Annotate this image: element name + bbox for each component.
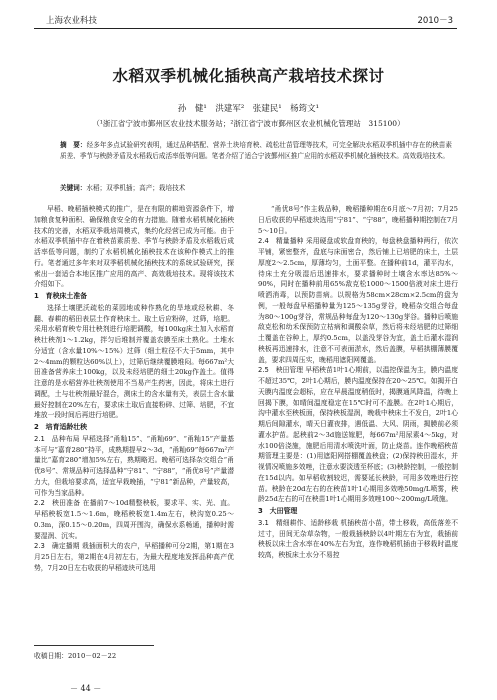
subheading-2-5: 2.5 秧田管理 [258, 366, 304, 375]
subheading-2-2: 2.2 秧田准备 [34, 499, 81, 508]
header-rule [34, 28, 457, 29]
received-date: 收稿日期：2010－02－22 [34, 645, 154, 660]
page-number: － 44 － [70, 684, 102, 693]
article-title: 水稻双季机械化插秧高产栽培技术探讨 [112, 67, 385, 85]
section-heading-3: 3 大田管理 [258, 507, 298, 515]
keywords-text: 水稻；双季机插；高产；栽培技术 [86, 184, 186, 192]
keywords-label: 关键词： [60, 184, 87, 192]
section-heading-2: 2 培育适龄壮秧 [34, 423, 88, 431]
subheading-2-4: 2.4 精量播种 [258, 237, 304, 246]
affiliation: （¹浙江省宁波市鄞州区农业技术服务站；²浙江省宁波市鄞州区农业机械化管理站 315100） [92, 119, 405, 128]
journal-name: 上海农业科技 [46, 16, 98, 26]
abstract-text: 经多年多点试验研究表明，通过品种搭配、营养土块培育秧、疏松壮苗管理等技术，可完全解决水稻双季机插中存在的秧苗素质差、季节与秧龄矛盾及水稻栽后成活率低等问题。笔者介绍了适合宁波鄞州区推广应用的水稻双季机械化插秧技术。高效栽培技术。 [60, 141, 453, 160]
abstract [60, 140, 452, 161]
right-column: “甬优8号”作主栽品种，晚稻播种期在6月底～7月初；7月25日后收获的早稻迹块选用“宁81”、“宁88”，晚稻播种期控制在7月5～10日。 2.4 精量播种 采用硬盘或软盘育秧的，每盘秧盘播种两行，依次平铺，紧密整齐，盘底与床面密合，然后铺上已培肥的床土，土层厚度2～2.5cm，厚薄均匀，土面平整。在播种前1d，灌平沟水，待床土充分吸湿后迅速排水，要求播种时土壤含水率达85%～90%，同时在播种前用65%敌克松1000～1500倍液对床土进行喷洒消毒，以预防苗病。以规格为58cm×28cm×2.5cm的盘为例，一般每盘早稻播种量为125～135g芽谷，晚稻杂交组合每盘为80～100g芽谷，常规品种每盘为120～130g芽谷。播种后喷施敌克松和幼禾保预防立枯病和调酸杂草，然后将未经培肥的过筛细土覆盖在谷种上，厚约0.5cm，以盖没芽谷为宜，盖土后灌水湿润秧板再迅速排水，注意不可表面淤水，然后盖膜，早稻拱棚薄膜覆盖，要求四周压实，晚稻用遮阳网覆盖。 2.5 秧田管理 早稻秧苗1叶1心期前，以温控保温为主，膜内温度不超过35℃，2叶1心期后，膜内温度保持在20～25℃。如揭开白天膜内温度会超标，应在早晨温度稍低时，揭膜通风降温，待晚上回揭下膜，如晴间温度稳定在15℃时可不盖膜。在2叶1心期后，沟中灌水至秧板面，保持秧板湿润，晚栽中秧床土不发白，2叶1心期后间隙灌水，晴天日灌夜排，遇低温、大风、阴雨，揭膜前必须灌水护苗。起秧前2～3d施送嫁肥，每667m²用尿素4～5kg，对水100倍浇施，施肥后用清水喷洗叶面，防止烧苗。连作晚稻秧苗期管理主要是：(1)用遮阳网搭棚覆盖秧盘；(2)保持秧田湿水，并视情况喷施多效唑，注意水要淡透至杯底；(3)秧龄控制，一般控制在15d以内。如早稻收割较迟，需要延长秧龄，可用多效唑进行控苗。秧龄在20d左右的在秧苗1叶1心期用多效唑50mg/L喷雾，秧龄25d左右的可在秧苗1叶1心期用多效唑100～200mg/L喷施。 3 大田管理 3.1 精细耕作、适龄移栽 机插秧苗小苗，带土移栽，高低落差不过寸，田间无杂草杂物，一般栽插秧龄以4叶期左右为宜，栽插前秧板以床土含水率在40%左右为宜，连作晚稻机插由于移栽时温度较高，秧板床土水分不易控 [258, 205, 458, 559]
subheading-2-1: 2.1 品种布局 [34, 434, 80, 443]
left-column: 早稻、晚稻插秧模式的推广，是在有限的耕地资源条件下，增加粮食复种面积、确保粮食安全的有力措施。随着水稻机械化插秧技术的完善，水稻双季栽培周模式，集约化经营已成为可能。由于水稻双季机插中存在着秧苗素质差、季节与秧龄矛盾及水稻栽后成活率低等问题，制约了水稻机械化插秧技术在该种作模式上的推行。笔者通过多年来对双季稻机械化插秧技术的系统试验研究，探索出一套适合本地区推广应用的高产、高效栽培技术。现将该技术介绍如下。 1 育秧床土准备 选择土壤肥沃疏松的菜园地或种作熟化的旱地或经秋耕、冬翻、春耕的稻田表层土作育秧床土。取土后应粉碎，过筛，培肥。采用水稻育秧专用壮秧剂进行培肥调酸，每100kg床土加入水稻育秧壮秧剂1～1.2kg，拌匀后堆制并覆盖农膜至床土熟化。土堆水分适宜（含水量10%～15%）过筛（细土粒径不大于5mm，其中2～4mm的颗粒达60%以上），过筛后继续覆膜堆闷。每667m²大田准备营养床土100kg，以及未经培肥的细土20kg作盖土。值得注意的是水稻营养壮秧剂使用不当易产生药害，因此，将床土进行调配，土与壮秧剂最好混合，测床土的含水量有关，表层土含水量最好控制在20%左右，要求床土取后直接粉碎、过筛、培肥，不宜堆放一段时间后再进行培肥。 2 培育适龄壮秧 2.1 品种布局 早稻选择“甬籼15”、“甬籼69”、“甬籼15”产量基本可与“嘉育280”持平，成熟期提早2～3d，“甬籼69”每667m²产量比“嘉育280”增加5%左右，熟期略迟。晚稻可选择杂交组合“甬优8号”、常规品种可选择晶种“宁81”、“宁88”，“甬优8号”产量潜力大，但栽培要求高，适宜早栽晚插，“宁81”新品种，产量较高，可作为当家品种。 2.2 秧田准备 在播前7～10d精整秧板，要求平、实、光、直。早稻秧板宽1.5～1.6m，晚稻秧板宽1.4m左右，秧沟宽0.25～0.3m，深0.15～0.20m，四周开围沟，确保水系畅通，播种时需要湿润、沉实。 2.3 确定播期 栽插面积大的农户，早稻播种可分2期，第1期在3月25日左右，第2期在4月初左右，为最大程度地发挥品种高产优势，7月20日左右收获的早稻迹块可选用 [34, 205, 234, 572]
subheading-2-3: 2.3 确定播期 [34, 542, 80, 551]
subheading-3-1: 3.1 精细耕作、适龄移栽 [258, 518, 339, 527]
keywords [60, 182, 452, 192]
section-heading-1: 1 育秧床土准备 [34, 292, 88, 300]
author-list: 孙 健¹ 洪建军² 张建民¹ 杨筠文¹ [177, 104, 320, 114]
running-header [34, 12, 457, 28]
paragraph: “甬优8号”作主栽品种，晚稻播种期在6月底～7月初；7月25日后收获的早稻迹块选用“宁81”、“宁88”，晚稻播种期控制在7月5～10日。 [258, 205, 458, 235]
issue-number: 2010－3 [417, 16, 453, 26]
paragraph: 选择土壤肥沃疏松的菜园地或种作熟化的旱地或经秋耕、冬翻、春耕的稻田表层土作育秧床土。取土后应粉碎，过筛，培肥。采用水稻育秧专用壮秧剂进行培肥调酸，每100kg床土加入水稻育秧壮秧剂1～1.2kg，拌匀后堆制并覆盖农膜至床土熟化。土堆水分适宜（含水量10%～15%）过筛（细土粒径不大于5mm，其中2～4mm的颗粒达60%以上），过筛后继续覆膜堆闷。每667m²大田准备营养床土100kg，以及未经培肥的细土20kg作盖土。值得注意的是水稻营养壮秧剂使用不当易产生药害，因此，将床土进行调配，土与壮秧剂最好混合，测床土的含水量有关，表层土含水量最好控制在20%左右，要求床土取后直接粉碎、过筛、培肥，不宜堆放一段时间后再进行培肥。 [34, 303, 234, 420]
abstract-label: 摘 要： [60, 141, 87, 149]
intro-paragraph: 早稻、晚稻插秧模式的推广，是在有限的耕地资源条件下，增加粮食复种面积、确保粮食安全的有力措施。随着水稻机械化插秧技术的完善，水稻双季栽培周模式，集约化经营已成为可能。由于水稻双季机插中存在着秧苗素质差、季节与秧龄矛盾及水稻栽后成活率低等问题，制约了水稻机械化插秧技术在该种作模式上的推行。笔者通过多年来对双季稻机械化插秧技术的系统试验研究，探索出一套适合本地区推广应用的高产、高效栽培技术。现将该技术介绍如下。 [34, 205, 234, 289]
